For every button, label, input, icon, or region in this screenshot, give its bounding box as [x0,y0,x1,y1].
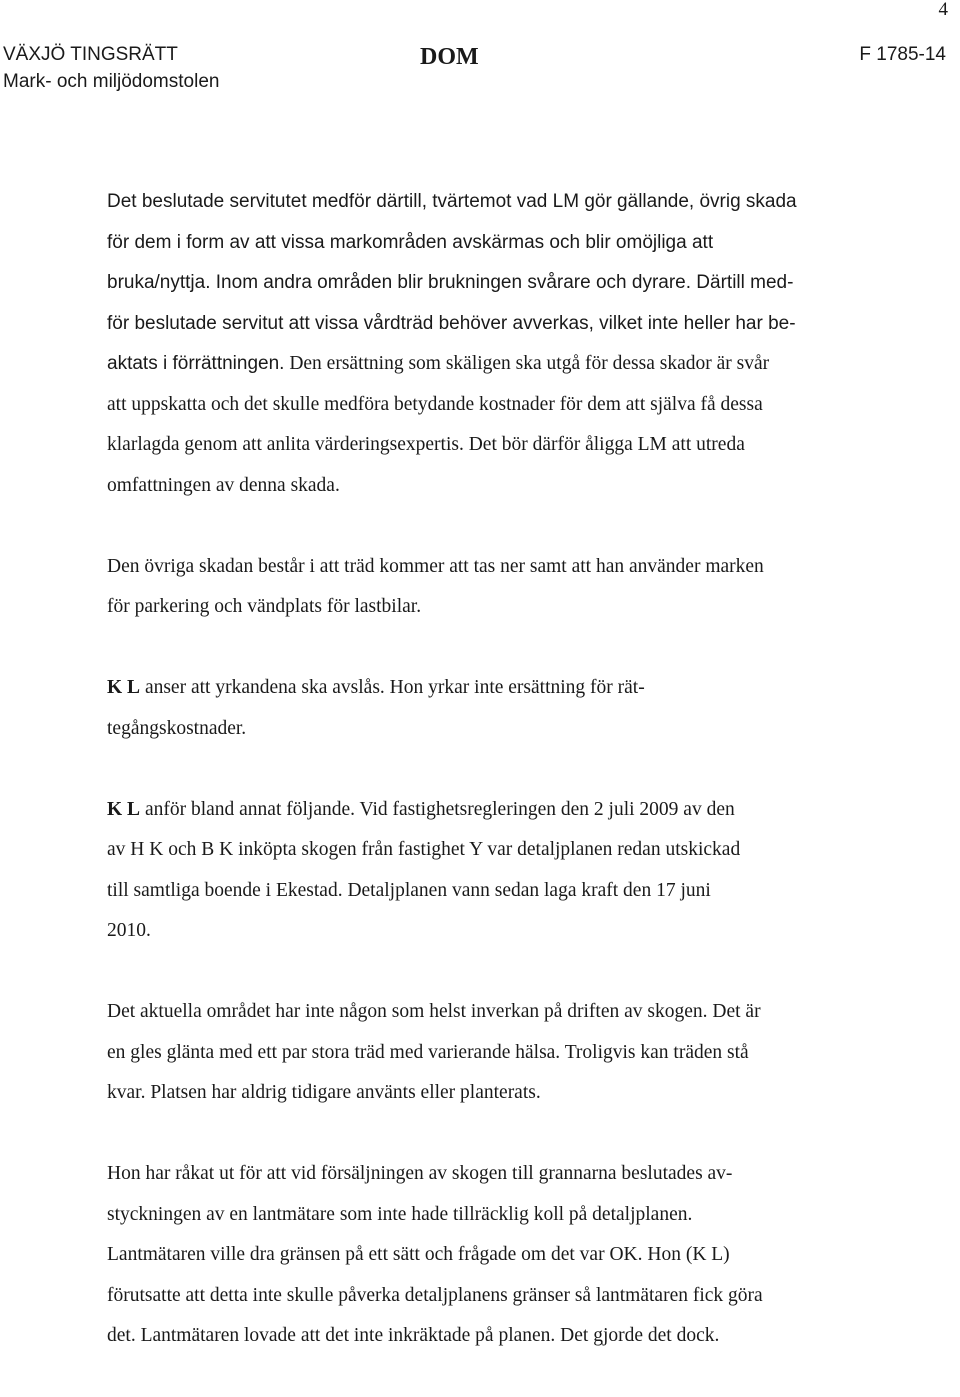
text-line: för parkering och vändplats för lastbilar. [107,596,422,617]
text-line: bruka/nyttja. Inom andra områden blir brukningen svårare och dyrare. Därtill med- [107,272,794,293]
text-segment: Den ersättning som skäligen ska utgå för dessa skador är svår [284,353,770,374]
text-line: det. Lantmätaren lovade att det inte inkräktade på planen. Det gjorde det dock. [107,1325,720,1346]
page-number: 4 [938,0,948,20]
text-line [107,668,907,709]
text-segment: anför bland annat följande. Vid fastighetsregleringen den 2 juli 2009 av den [140,798,735,820]
text-line: av H K och B K inköpta skogen från fastighet Y var detaljplanen redan utskickad [107,839,741,860]
text-line: kvar. Platsen har aldrig tidigare använts eller planterats. [107,1082,541,1103]
paragraph [107,1154,907,1357]
text-line: Hon har råkat ut för att vid försäljningen av skogen till grannarna beslutades av- [107,1163,733,1184]
document-body [107,182,907,1397]
text-line: Det beslutade servitutet medför därtill, tvärtemot vad LM gör gällande, övrig skada [107,191,797,212]
paragraph [107,992,907,1114]
document-title: DOM [420,44,479,70]
text-line: till samtliga boende i Ekestad. Detaljplanen vann sedan laga kraft den 17 juni [107,879,711,901]
speaker-name: K L [107,798,141,820]
text-line [107,344,907,385]
text-line: Det aktuella området har inte någon som helst inverkan på driften av skogen. Det är [107,1001,761,1022]
text-line: Den övriga skadan består i att träd kommer att tas ner samt att han använder marken [107,555,764,577]
paragraph [107,790,907,952]
text-line: styckningen av en lantmätare som inte hade tillräcklig koll på detaljplanen. [107,1203,693,1225]
court-name: VÄXJÖ TINGSRÄTT [3,44,178,65]
text-line: en gles glänta med ett par stora träd med varierande hälsa. Troligvis kan träden stå [107,1041,749,1063]
text-line: 2010. [107,920,151,941]
text-line: Lantmätaren ville dra gränsen på ett sätt och frågade om det var OK. Hon (K L) [107,1244,730,1265]
text-line: omfattningen av denna skada. [107,474,340,496]
speaker-name: K L [107,677,141,698]
case-number: F 1785-14 [859,44,946,65]
text-segment: anser att yrkandena ska avslås. Hon yrkar inte ersättning för rät- [140,677,645,698]
paragraph [107,668,907,749]
text-line [107,790,907,831]
text-segment: aktats i förrättningen. [107,353,285,374]
text-line: förutsatte att detta inte skulle påverka detaljplanens gränser så lantmätaren fick göra [107,1284,763,1306]
court-department: Mark- och miljödomstolen [3,71,220,92]
text-line: tegångskostnader. [107,717,247,739]
text-line: för dem i form av att vissa markområden avskärmas och blir omöjliga att [107,231,714,253]
paragraph [107,182,907,506]
paragraph [107,547,907,628]
text-line: att uppskatta och det skulle medföra betydande kostnader för dem att själva få dessa [107,393,763,415]
text-line: för beslutade servitut att vissa vårdträd behöver avverkas, vilket inte heller har be- [107,312,796,334]
text-line: klarlagda genom att anlita värderingsexpertis. Det bör därför åligga LM att utreda [107,434,745,455]
